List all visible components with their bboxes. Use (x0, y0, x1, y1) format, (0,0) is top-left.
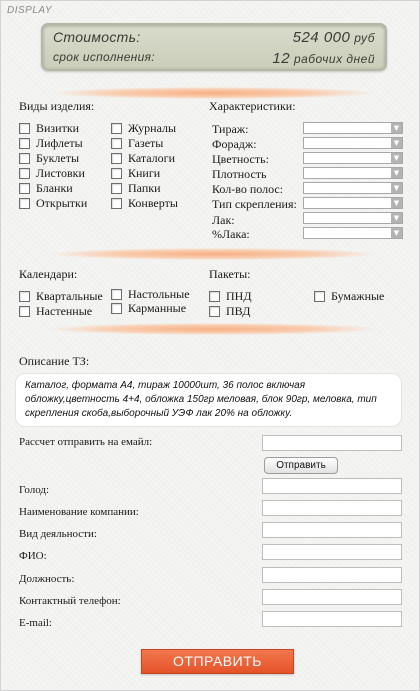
package-checkbox-pnd[interactable] (209, 289, 252, 304)
dropdown-arrow-icon[interactable]: ▼ (391, 228, 402, 238)
product-checkbox-zhurnaly[interactable] (111, 121, 176, 136)
field-input-phone[interactable] (262, 589, 402, 605)
field-label-position: Должность: (19, 573, 75, 585)
checkbox-label: Папки (128, 181, 161, 195)
product-checkbox-papki[interactable] (111, 181, 161, 196)
characteristics-heading: Характеристики: (209, 99, 296, 113)
dropdown-arrow-icon[interactable]: ▼ (391, 183, 402, 193)
product-checkbox-konverty[interactable] (111, 196, 178, 211)
checkbox[interactable] (19, 291, 30, 302)
checkbox-label: Визитки (36, 121, 80, 135)
products-heading: Виды изделия: (19, 99, 95, 113)
field-input-activity[interactable] (262, 522, 402, 538)
calendar-checkbox-nastolnye[interactable] (111, 287, 190, 302)
checkbox[interactable] (209, 306, 220, 317)
field-label-company: Наименование компании: (19, 506, 139, 518)
divider-2 (51, 248, 376, 260)
term-row (53, 50, 375, 68)
checkbox[interactable] (111, 183, 122, 194)
checkbox-label: Лифлеты (36, 136, 83, 150)
checkbox[interactable] (19, 183, 30, 194)
cost-readout (293, 29, 375, 46)
tirazh-select[interactable] (303, 122, 403, 134)
checkbox[interactable] (111, 123, 122, 134)
checkbox-label: Настенные (36, 304, 93, 318)
cost-unit: руб (354, 31, 375, 45)
checkbox[interactable] (19, 123, 30, 134)
checkbox-label: Газеты (128, 136, 164, 150)
checkbox-label: Квартальные (36, 289, 103, 303)
checkbox[interactable] (314, 291, 325, 302)
dropdown-arrow-icon[interactable]: ▼ (391, 138, 402, 148)
field-input-company[interactable] (262, 500, 402, 516)
dropdown-arrow-icon[interactable]: ▼ (391, 153, 402, 163)
char-label-plotnost: Плотность (212, 167, 267, 181)
checkbox[interactable] (111, 289, 122, 300)
term-unit: рабочих дней (293, 52, 375, 66)
checkbox-label: Настольные (128, 287, 190, 301)
send-estimate-button[interactable]: Отправить (264, 457, 338, 474)
char-label-tip-skrepleniya: Тип скрепления: (212, 197, 297, 211)
checkbox[interactable] (111, 168, 122, 179)
calendar-checkbox-kvartalnye[interactable] (19, 289, 103, 304)
divider-3 (51, 323, 376, 335)
product-checkbox-otkrytki[interactable] (19, 196, 87, 211)
dropdown-arrow-icon[interactable]: ▼ (391, 213, 402, 223)
plotnost-select[interactable] (303, 167, 403, 179)
char-label-kol-vo-polos: Кол-во полос: (212, 182, 284, 196)
calendars-heading: Календари: (19, 267, 78, 281)
char-label-tsvetnost: Цветность: (212, 152, 269, 166)
procent-laka-select[interactable] (303, 227, 403, 239)
submit-button[interactable]: ОТПРАВИТЬ (141, 649, 294, 674)
char-label-procent-laka: %Лака: (212, 227, 250, 241)
checkbox[interactable] (111, 138, 122, 149)
checkbox[interactable] (111, 198, 122, 209)
field-input-golod[interactable] (262, 478, 402, 494)
checkbox-label: Каталоги (128, 151, 176, 165)
char-label-tirazh: Тираж: (212, 122, 249, 136)
checkbox[interactable] (19, 138, 30, 149)
product-checkbox-buklety[interactable] (19, 151, 79, 166)
cost-value: 524 000 (292, 29, 351, 46)
product-checkbox-blanki[interactable] (19, 181, 73, 196)
checkbox[interactable] (111, 303, 122, 314)
checkbox-label: Бумажные (331, 289, 385, 303)
char-label-forazh: Форадж: (212, 137, 257, 151)
checkbox-label: Конверты (128, 196, 178, 210)
product-checkbox-knigi[interactable] (111, 166, 160, 181)
checkbox-label: Карманные (128, 301, 187, 315)
field-label-golod: Голод: (19, 484, 50, 496)
term-value: 12 (272, 50, 291, 67)
field-label-activity: Вид деяльности: (19, 528, 97, 540)
dropdown-arrow-icon[interactable]: ▼ (391, 198, 402, 208)
checkbox[interactable] (19, 198, 30, 209)
product-checkbox-liflety[interactable] (19, 136, 83, 151)
product-checkbox-vizitki[interactable] (19, 121, 79, 136)
tsvetnost-select[interactable] (303, 152, 403, 164)
dropdown-arrow-icon[interactable]: ▼ (391, 123, 402, 133)
calendar-checkbox-nastennye[interactable] (19, 304, 92, 319)
description-text[interactable]: Каталог, формата А4, тираж 10000шт, 36 полос включая обложку,цветность 4+4, обложка 150гр меловая, блок 90гр, меловка, тип скрепления скоба,выборочный УЭФ лак 20% на обложку. (15, 373, 402, 427)
cost-row (53, 29, 375, 47)
product-checkbox-gazety[interactable] (111, 136, 163, 151)
product-checkbox-listovki[interactable] (19, 166, 85, 181)
divider-1 (53, 87, 373, 99)
checkbox-label: Листовки (36, 166, 85, 180)
email-report-label: Рассчет отправить на емайл: (19, 436, 153, 448)
email-report-input[interactable] (262, 435, 402, 451)
product-checkbox-katalogi[interactable] (111, 151, 175, 166)
field-label-phone: Контактный телефон: (19, 595, 121, 607)
checkbox-label: Книги (128, 166, 161, 180)
checkbox-label: ПВД (226, 304, 251, 318)
kol-vo-polos-select[interactable] (303, 182, 403, 194)
tip-skrepleniya-select[interactable] (303, 197, 403, 209)
checkbox[interactable] (19, 153, 30, 164)
checkbox-label: Журналы (128, 121, 177, 135)
field-input-email[interactable] (262, 611, 402, 627)
forazh-select[interactable] (303, 137, 403, 149)
checkbox[interactable] (111, 153, 122, 164)
field-input-fio[interactable] (262, 544, 402, 560)
char-label-lak: Лак: (212, 213, 235, 227)
checkbox-label: Буклеты (36, 151, 80, 165)
package-checkbox-pvd[interactable] (209, 304, 250, 319)
term-readout (272, 50, 375, 67)
field-label-email: E-mail: (19, 617, 52, 629)
description-heading: Описание ТЗ: (19, 354, 90, 368)
dropdown-arrow-icon[interactable]: ▼ (391, 168, 402, 178)
packages-heading: Пакеты: (209, 267, 251, 281)
calendar-checkbox-karmannye[interactable] (111, 301, 186, 316)
field-input-position[interactable] (262, 567, 402, 583)
lcd-display (41, 23, 387, 71)
checkbox-label: ПНД (226, 289, 252, 303)
checkbox[interactable] (19, 306, 30, 317)
checkbox[interactable] (209, 291, 220, 302)
checkbox-label: Открытки (36, 196, 88, 210)
package-checkbox-bumazhnye[interactable] (314, 289, 384, 304)
term-label: срок исполнения: (53, 50, 155, 64)
lak-select[interactable] (303, 212, 403, 224)
checkbox[interactable] (19, 168, 30, 179)
cost-label: Стоимость: (53, 29, 141, 45)
display-tag: DISPLAY (7, 5, 52, 16)
checkbox-label: Бланки (36, 181, 73, 195)
field-label-fio: ФИО: (19, 550, 47, 562)
